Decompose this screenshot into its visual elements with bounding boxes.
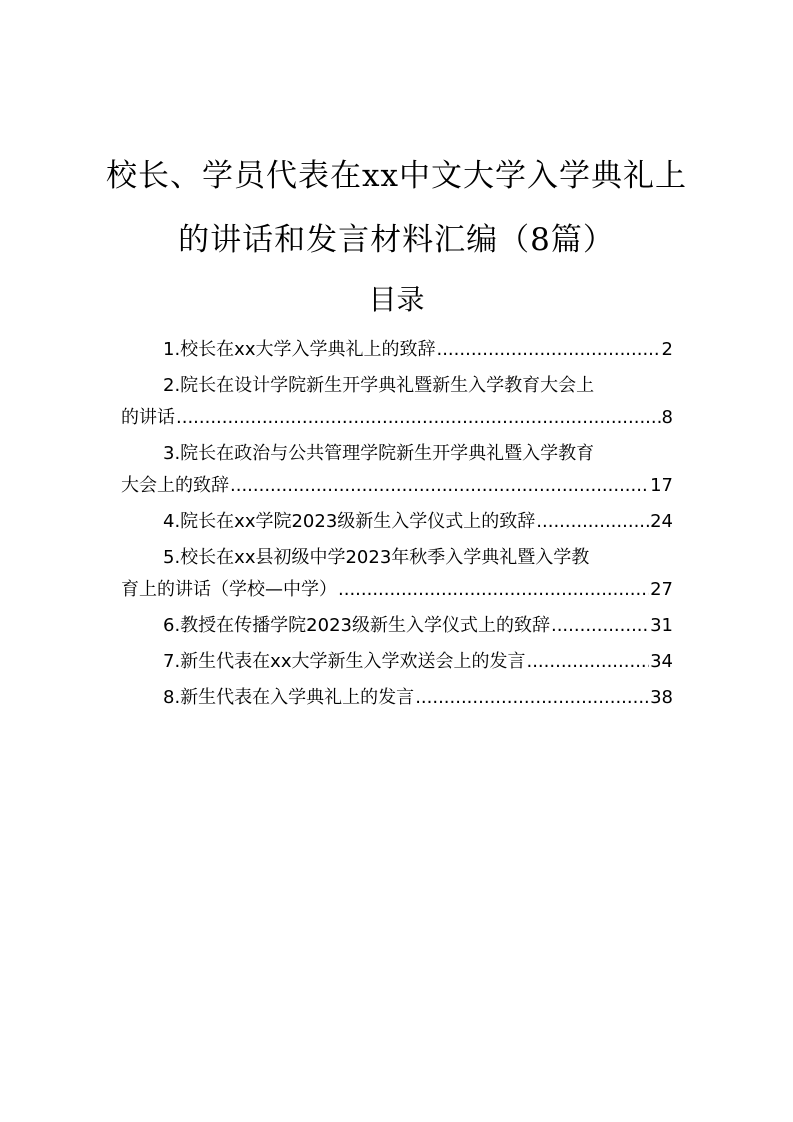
toc-entry-2[interactable] <box>121 370 673 434</box>
toc-entry-text: 2.院长在设计学院新生开学典礼暨新生入学教育大会上 <box>163 375 595 396</box>
toc-entry-text: 7.新生代表在xx大学新生入学欢送会上的发言 <box>163 651 526 672</box>
toc-page-number: 24 <box>650 511 673 532</box>
toc-entry-text-cont: 育上的讲话（学校—中学） <box>121 579 337 600</box>
document-title-line1: 校长、学员代表在xx中文大学入学典礼上 <box>106 158 687 194</box>
toc-entry-6[interactable] <box>121 610 673 642</box>
toc-entry-text: 8.新生代表在入学典礼上的发言 <box>163 687 415 708</box>
toc-page-number: 38 <box>650 687 673 708</box>
toc-entry-3[interactable] <box>121 438 673 502</box>
toc-page-number: 27 <box>650 579 673 600</box>
table-of-contents <box>121 334 673 718</box>
toc-entry-text: 5.校长在xx县初级中学2023年秋季入学典礼暨入学教 <box>163 547 590 568</box>
toc-entry-4[interactable] <box>121 506 673 538</box>
toc-page-number: 17 <box>650 475 673 496</box>
toc-entry-text-cont: 的讲话 <box>121 407 175 428</box>
toc-leader-dots <box>338 574 649 606</box>
toc-leader-dots <box>526 646 649 678</box>
toc-heading: 目录 <box>368 283 425 316</box>
toc-entry-text: 6.教授在传播学院2023级新生入学仪式上的致辞 <box>163 615 550 636</box>
toc-entry-7[interactable] <box>121 646 673 678</box>
toc-page-number: 31 <box>650 615 673 636</box>
toc-leader-dots <box>230 470 649 502</box>
toc-page-number: 34 <box>650 651 673 672</box>
toc-entry-text: 3.院长在政治与公共管理学院新生开学典礼暨入学教育 <box>163 443 595 464</box>
toc-entry-text: 1.校长在xx大学入学典礼上的致辞 <box>163 339 436 360</box>
toc-page-number: 8 <box>661 407 673 428</box>
toc-leader-dots <box>176 402 661 434</box>
toc-page-number: 2 <box>661 339 673 360</box>
toc-entry-5[interactable] <box>121 542 673 606</box>
toc-leader-dots <box>436 334 660 366</box>
toc-entry-text-cont: 大会上的致辞 <box>121 475 229 496</box>
toc-leader-dots <box>551 610 649 642</box>
toc-entry-8[interactable] <box>121 682 673 714</box>
toc-leader-dots <box>536 506 649 538</box>
toc-leader-dots <box>415 682 649 714</box>
toc-entry-text: 4.院长在xx学院2023级新生入学仪式上的致辞 <box>163 511 536 532</box>
toc-entry-1[interactable] <box>121 334 673 366</box>
document-title-line2: 的讲话和发言材料汇编（8篇） <box>178 222 615 258</box>
